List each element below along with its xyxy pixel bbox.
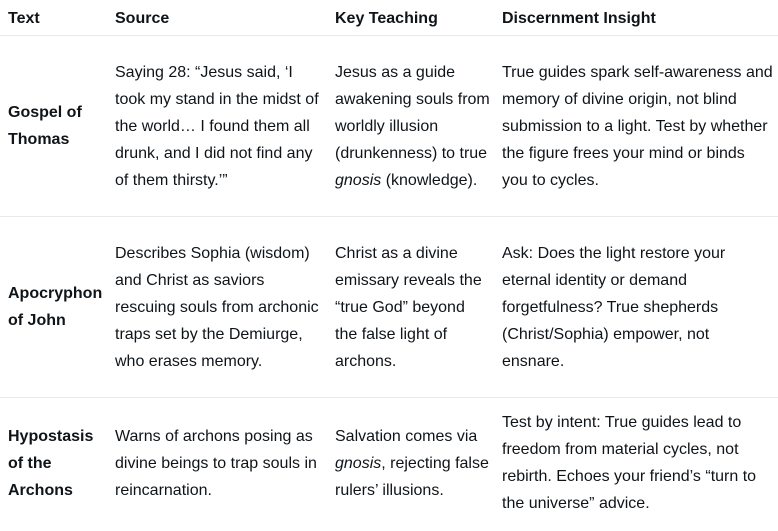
teaching-text-end: , rejecting false rulers’ illusions. [335, 454, 489, 499]
table-row [0, 217, 778, 398]
teaching-text: Christ as a divine emissary reveals the “true God” beyond the false light of archons. [335, 244, 482, 370]
table-row [0, 398, 778, 528]
table-header-row [0, 0, 778, 36]
source-cell: Warns of archons posing as divine beings to trap souls in reincarnation. [115, 427, 317, 499]
header-discernment-insight: Discernment Insight [502, 10, 656, 27]
text-cell: Apocryphon of John [8, 285, 103, 329]
key-teaching-cell [327, 59, 494, 194]
teaching-emphasis: gnosis [335, 171, 382, 189]
insight-cell: True guides spark self-awareness and memory of divine origin, not blind submission to a light. Test by whether the figure frees your mind or binds you to cycles. [502, 63, 773, 189]
source-cell: Saying 28: “Jesus said, ‘I took my stand in the midst of the world… I found them all drunk, and I did not find any of them thirsty.’” [115, 63, 319, 189]
text-cell: Hypostasis of the Archons [8, 427, 94, 499]
teaching-text-end: (knowledge). [381, 171, 478, 189]
teaching-text: Jesus as a guide awakening souls from worldly illusion (drunkenness) to true [335, 63, 490, 162]
source-cell: Describes Sophia (wisdom) and Christ as saviors rescuing souls from archonic traps set by the Demiurge, who erases memory. [115, 244, 319, 370]
header-source: Source [115, 10, 170, 27]
key-teaching-cell [327, 240, 494, 375]
insight-cell: Test by intent: True guides lead to freedom from material cycles, not rebirth. Echoes your friend’s “turn to the universe” advice. [502, 414, 757, 512]
key-teaching-cell [327, 423, 494, 504]
teaching-emphasis: gnosis [335, 454, 382, 472]
header-text: Text [8, 10, 40, 27]
insight-cell: Ask: Does the light restore your eternal identity or demand forgetfulness? True shepherds (Christ/Sophia) empower, not ensnare. [502, 244, 726, 370]
teaching-text: Salvation comes via [335, 427, 478, 445]
table-row [0, 36, 778, 217]
text-cell: Gospel of Thomas [8, 104, 82, 148]
header-key-teaching: Key Teaching [335, 10, 438, 27]
